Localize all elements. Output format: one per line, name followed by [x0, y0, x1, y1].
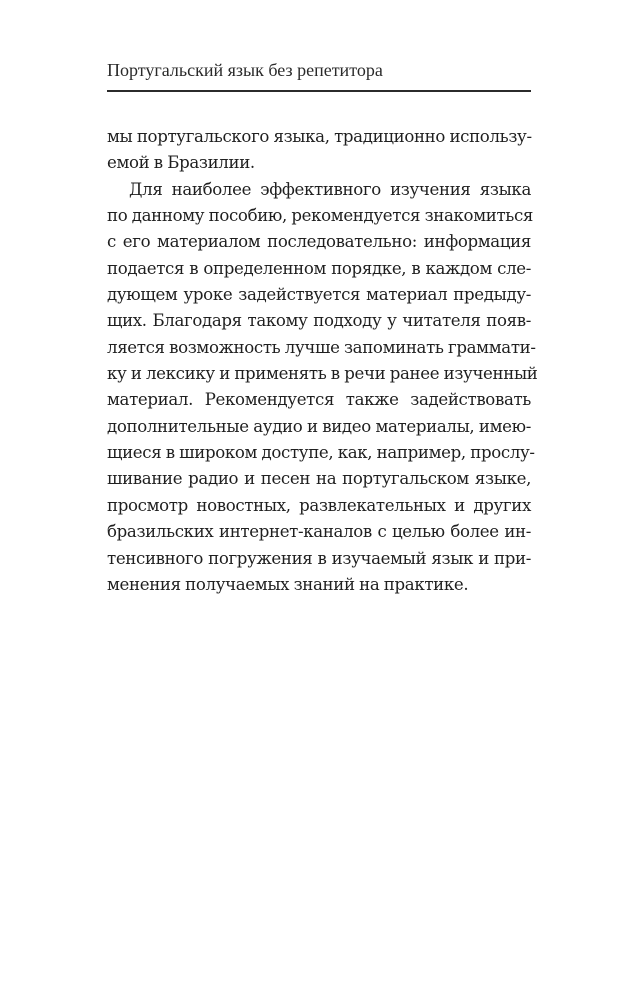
text-line: ку и лексику и применять в речи ранее изученный [107, 364, 538, 384]
text-line: менения получаемых знаний на практике. [107, 574, 469, 594]
text-line: емой в Бразилии. [107, 153, 255, 173]
text-line: материал. Рекомендуется также задействовать [107, 390, 531, 410]
text-line: по данному пособию, рекомендуется знакомиться [107, 206, 534, 226]
header-rule [107, 90, 531, 92]
text-line: дующем уроке задействуется материал предыду- [107, 285, 531, 305]
body-text [107, 124, 538, 598]
text-line: бразильских интернет-каналов с целью более ин- [107, 522, 531, 542]
text-line: с его материалом последовательно: информация [107, 232, 531, 252]
text-line: подается в определенном порядке, в каждом сле- [107, 258, 531, 278]
running-header: Португальский язык без репетитора [107, 60, 383, 80]
text-line: дополнительные аудио и видео материалы, имею- [107, 416, 531, 436]
text-line: мы португальского языка, традиционно использу- [107, 127, 532, 146]
text-line: ляется возможность лучше запоминать граммати- [107, 337, 536, 357]
paragraph-first-line: Для наиболее эффективного изучения языка [129, 179, 531, 199]
text-line: тенсивного погружения в изучаемый язык и при- [107, 548, 531, 568]
text-line: щих. Благодаря такому подходу у читателя появ- [107, 311, 531, 331]
text-line: просмотр новостных, развлекательных и других [107, 495, 531, 515]
text-line: щиеся в широком доступе, как, например, прослу- [107, 443, 535, 463]
text-line: шивание радио и песен на португальском языке, [107, 469, 531, 489]
